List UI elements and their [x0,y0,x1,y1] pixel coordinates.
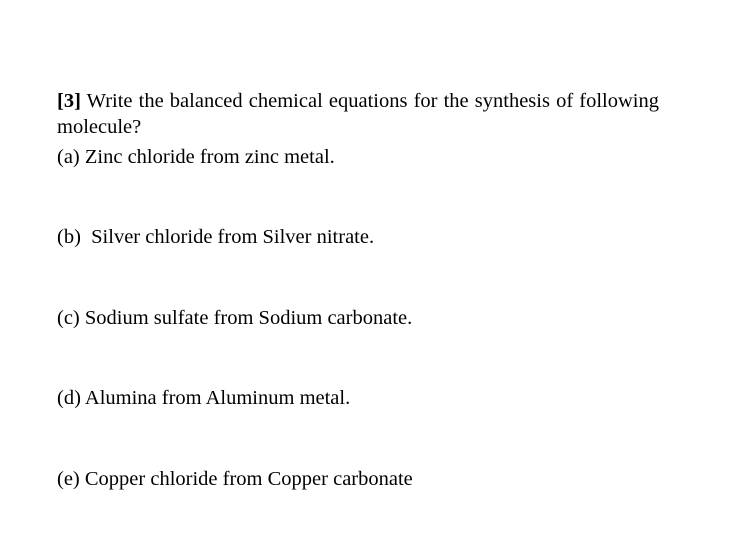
part-b: (b) Silver chloride from Silver nitrate. [57,226,375,248]
part-d: (d) Alumina from Aluminum metal. [57,387,351,409]
part-c: (c) Sodium sulfate from Sodium carbonate. [57,307,413,329]
question-prompt: Write the balanced chemical equations for the synthesis of following molecule? [57,90,659,138]
part-e: (e) Copper chloride from Copper carbonate [57,468,413,490]
question-header [57,88,659,140]
question-number: [3] [57,90,81,112]
part-a: (a) Zinc chloride from zinc metal. [57,146,335,168]
